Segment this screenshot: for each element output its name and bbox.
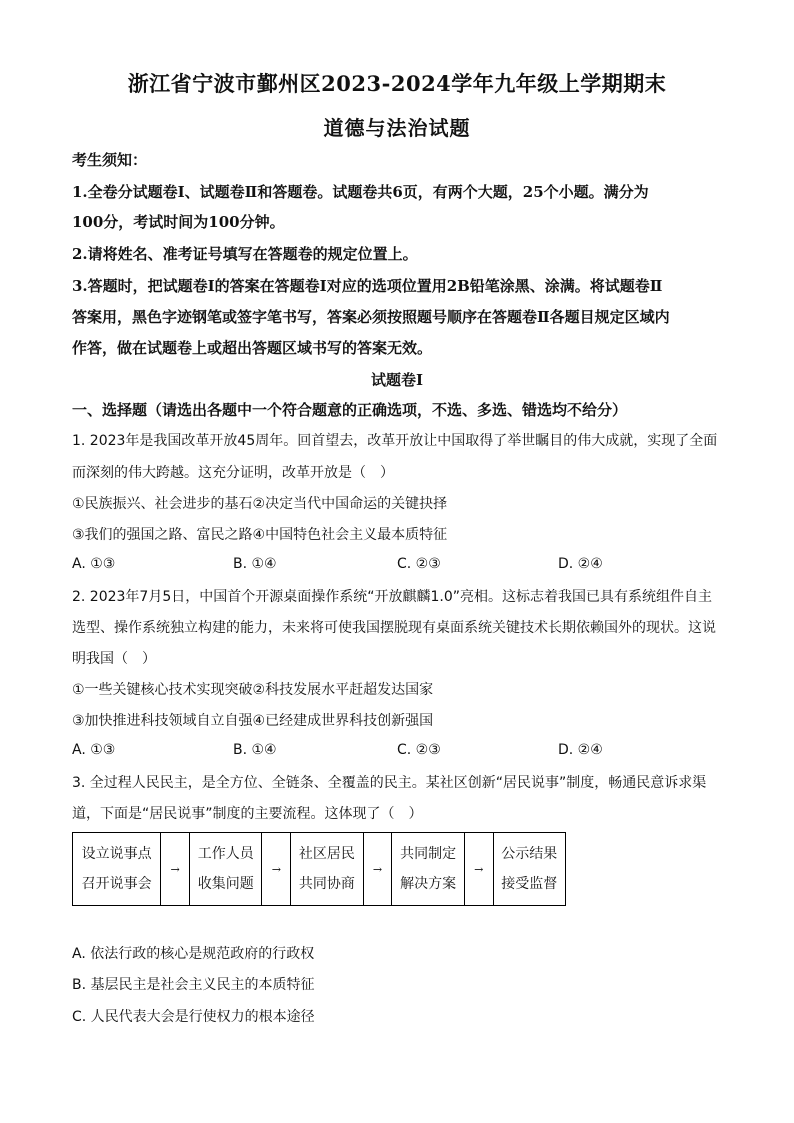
flow-arrow-icon: → <box>464 832 494 906</box>
flow-step-4-line-2: 解决方案 <box>400 876 457 892</box>
flow-step-2 <box>189 832 262 906</box>
flow-step-5-line-2: 接受监督 <box>501 876 558 892</box>
notice-item-3-line-3: 作答，做在试题卷上或超出答题区域书写的答案无效。 <box>72 339 433 357</box>
q1-options <box>72 556 672 576</box>
q1-stem-line-1: 1. 2023年是我国改革开放45周年。回首望去，改革开放让中国取得了举世瞩目的伟大成就，实现了全面 <box>72 433 718 449</box>
q3-option-b[interactable]: B. 基层民主是社会主义民主的本质特征 <box>72 977 315 993</box>
flow-arrow-icon: → <box>261 832 291 906</box>
q2-options <box>72 742 672 762</box>
flow-step-2-line-2: 收集问题 <box>197 876 254 892</box>
q3-option-a[interactable]: A. 依法行政的核心是规范政府的行政权 <box>72 946 315 962</box>
flow-step-1 <box>72 832 161 906</box>
q2-statements-2: ③加快推进科技领域自立自强④已经建成世界科技创新强国 <box>72 713 434 729</box>
q3-stem-line-1: 3. 全过程人民民主，是全方位、全链条、全覆盖的民主。某社区创新“居民说事”制度，畅通民意诉求渠 <box>72 775 707 791</box>
q2-stem-line-1: 2. 2023年7月5日，中国首个开源桌面操作系统“开放麒麟1.0”亮相。这标志着我国已具有系统组件自主 <box>72 589 713 605</box>
q2-option-a[interactable]: A. ①③ <box>72 742 116 758</box>
q3-flowchart <box>72 832 566 906</box>
flow-step-1-line-1: 设立说事点 <box>81 846 152 862</box>
q2-statements-1: ①一些关键核心技术实现突破②科技发展水平赶超发达国家 <box>72 682 434 698</box>
exam-title: 浙江省宁波市鄞州区2023-2024学年九年级上学期期末 <box>127 71 667 96</box>
flow-arrow-icon: → <box>160 832 190 906</box>
q1-stem-line-2: 而深刻的伟大跨越。这充分证明，改革开放是（ ） <box>72 465 394 481</box>
q2-stem-line-2: 选型、操作系统独立构建的能力，未来将可使我国摆脱现有桌面系统关键技术长期依赖国外的现状。这说 <box>72 620 716 636</box>
q1-option-b[interactable]: B. ①④ <box>233 556 277 572</box>
notice-item-3-line-1: 3.答题时，把试题卷Ⅰ的答案在答题卷Ⅰ对应的选项位置用2B铅笔涂黑、涂满。将试题卷Ⅱ <box>72 277 663 295</box>
q2-stem-line-3: 明我国（ ） <box>72 651 156 667</box>
part-title: 一、选择题（请选出各题中一个符合题意的正确选项，不选、多选、错选均不给分） <box>72 401 628 419</box>
notice-item-2: 2.请将姓名、准考证号填写在答题卷的规定位置上。 <box>72 245 418 263</box>
exam-subtitle: 道德与法治试题 <box>323 116 471 140</box>
flow-step-5 <box>493 832 566 906</box>
q3-option-c[interactable]: C. 人民代表大会是行使权力的根本途径 <box>72 1009 315 1025</box>
q2-option-d[interactable]: D. ②④ <box>558 742 603 758</box>
q1-option-a[interactable]: A. ①③ <box>72 556 116 572</box>
q1-statements-2: ③我们的强国之路、富民之路④中国特色社会主义最本质特征 <box>72 527 448 543</box>
notice-item-1-line-2: 100分，考试时间为100分钟。 <box>72 213 285 231</box>
q2-option-b[interactable]: B. ①④ <box>233 742 277 758</box>
flow-step-1-line-2: 召开说事会 <box>81 876 152 892</box>
flow-step-3-line-1: 社区居民 <box>298 846 355 862</box>
flow-step-3 <box>290 832 363 906</box>
notice-item-1-line-1: 1.全卷分试题卷Ⅰ、试题卷Ⅱ和答题卷。试题卷共6页，有两个大题，25个小题。满分为 <box>72 183 649 201</box>
paper-title: 试题卷Ⅰ <box>370 371 424 389</box>
q3-stem-line-2: 道，下面是“居民说事”制度的主要流程。这体现了（ ） <box>72 806 423 822</box>
flow-step-2-line-1: 工作人员 <box>197 846 254 862</box>
flow-step-4-line-1: 共同制定 <box>400 846 457 862</box>
flow-step-3-line-2: 共同协商 <box>298 876 355 892</box>
notice-heading: 考生须知： <box>72 151 148 169</box>
q1-option-d[interactable]: D. ②④ <box>558 556 603 572</box>
flow-step-4 <box>391 832 464 906</box>
q1-statements-1: ①民族振兴、社会进步的基石②决定当代中国命运的关键抉择 <box>72 496 448 512</box>
notice-item-3-line-2: 答案用，黑色字迹钢笔或签字笔书写，答案必须按照题号顺序在答题卷Ⅱ各题目规定区域内 <box>72 308 670 326</box>
q1-option-c[interactable]: C. ②③ <box>397 556 441 572</box>
flow-step-5-line-1: 公示结果 <box>501 846 558 862</box>
flow-arrow-icon: → <box>363 832 393 906</box>
q2-option-c[interactable]: C. ②③ <box>397 742 441 758</box>
